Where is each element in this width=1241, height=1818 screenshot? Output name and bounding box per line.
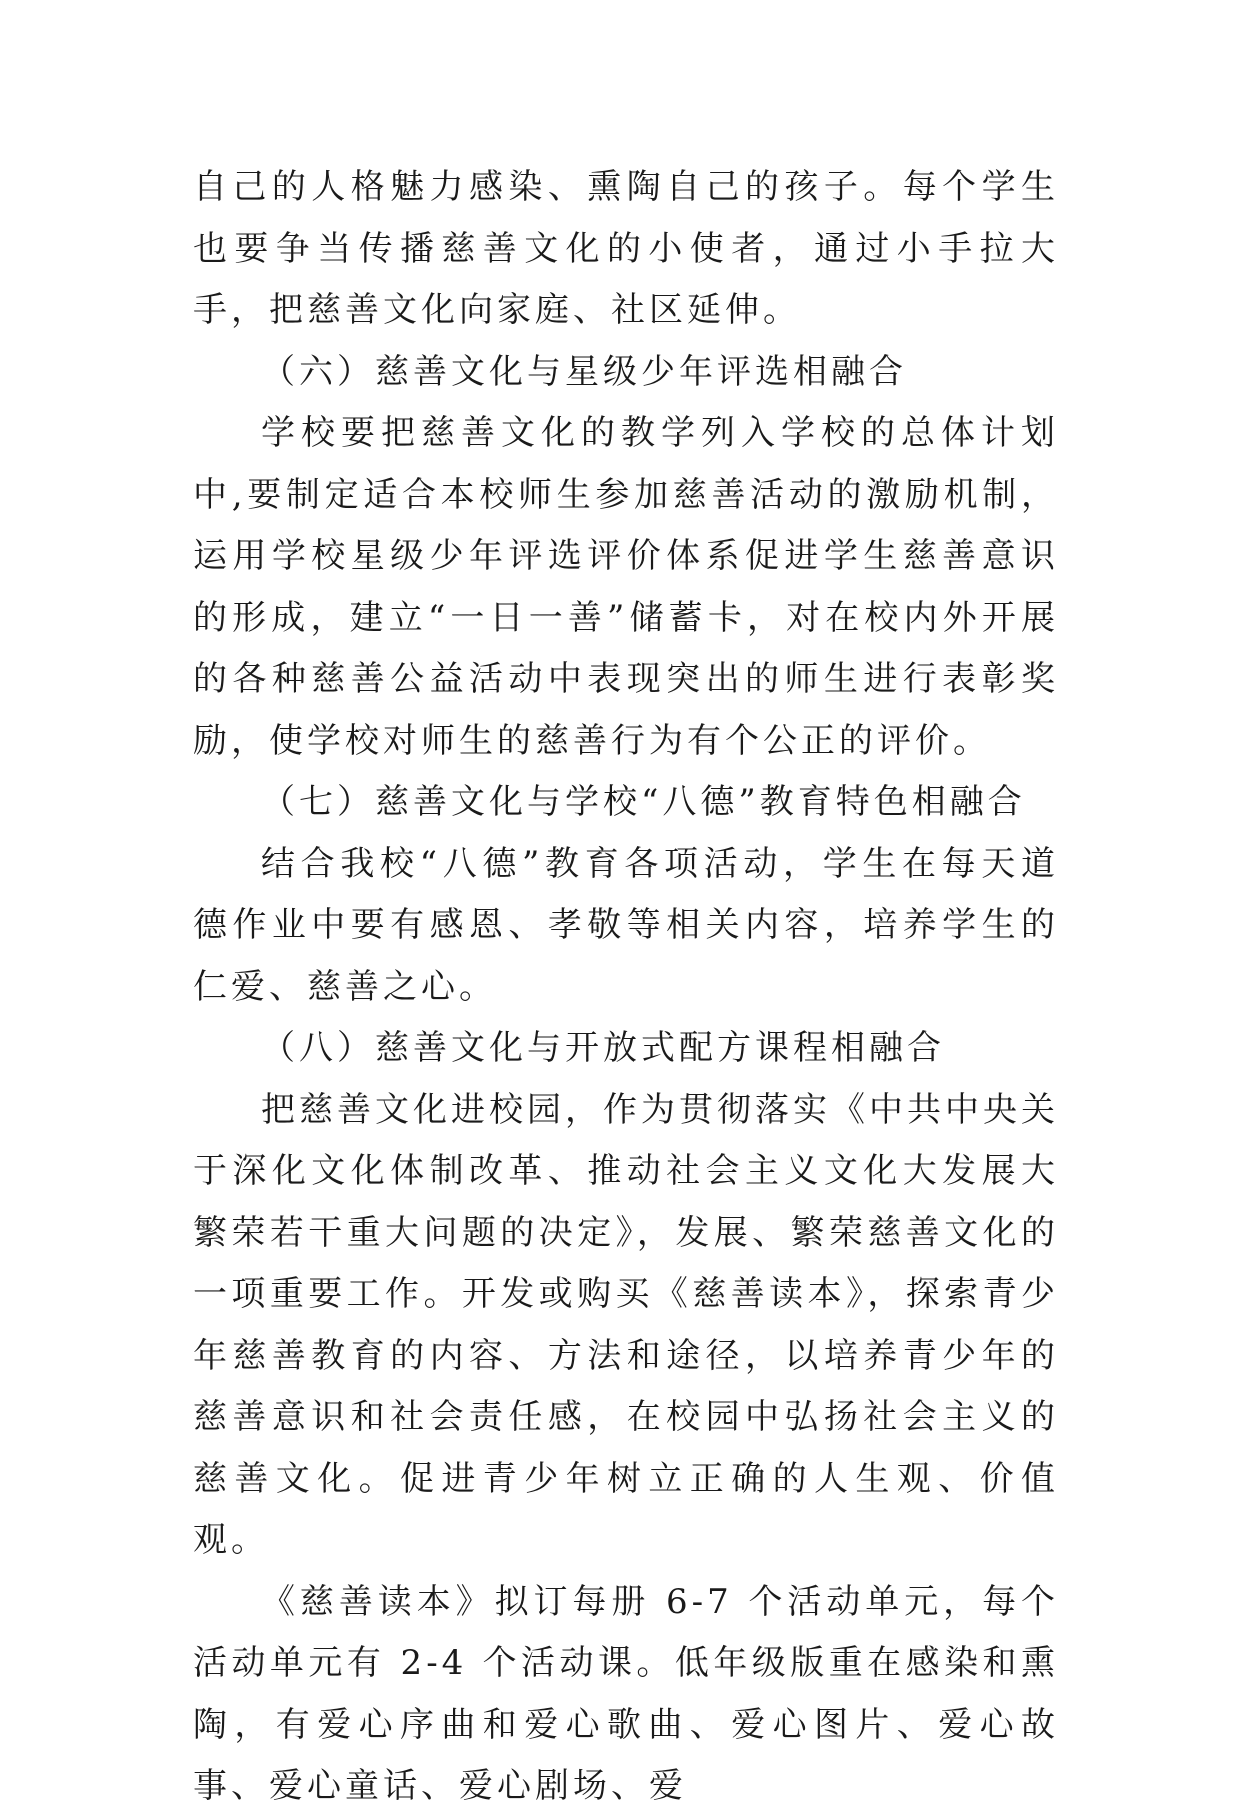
paragraph-charity-reader: 《慈善读本》拟订每册 6-7 个活动单元，每个活动单元有 2-4 个活动课。低年级版重在感染和熏陶，有爱心序曲和爱心歌曲、爱心图片、爱心故事、爱心童话、爱心剧场、爱 (193, 1581, 1059, 1806)
paragraph-eight-virtues: 结合我校“八德”教育各项活动，学生在每天道德作业中要有感恩、孝敬等相关内容，培养学生的仁爱、慈善之心。 (193, 843, 1059, 1007)
paragraph-open-curriculum: 把慈善文化进校园，作为贯彻落实《中共中央关于深化文化体制改革、推动社会主义文化大发展大繁荣若干重大问题的决定》，发展、繁荣慈善文化的一项重要工作。开发或购买《慈善读本》，探索青少年慈善教育的内容、方法和途径，以培养青少年的慈善意识和社会责任感，在校园中弘扬社会主义的慈善文化。促进青少年树立正确的人生观、价值观。 (193, 1089, 1059, 1560)
section-heading-eight: （八）慈善文化与开放式配方课程相融合 (261, 1028, 945, 1068)
paragraph-continuation: 自己的人格魅力感染、熏陶自己的孩子。每个学生也要争当传播慈善文化的小使者，通过小手拉大手，把慈善文化向家庭、社区延伸。 (193, 167, 1059, 330)
section-heading-seven: （七）慈善文化与学校“八德”教育特色相融合 (261, 782, 1026, 822)
document-body (193, 157, 1059, 1818)
section-heading-six: （六）慈善文化与星级少年评选相融合 (261, 351, 907, 392)
paragraph-star-selection: 学校要把慈善文化的教学列入学校的总体计划中,要制定适合本校师生参加慈善活动的激励机制，运用学校星级少年评选评价体系促进学生慈善意识的形成，建立“一日一善”储蓄卡，对在校内外开展的各种慈善公益活动中表现突出的师生进行表彰奖励，使学校对师生的慈善行为有个公正的评价。 (193, 413, 1059, 761)
